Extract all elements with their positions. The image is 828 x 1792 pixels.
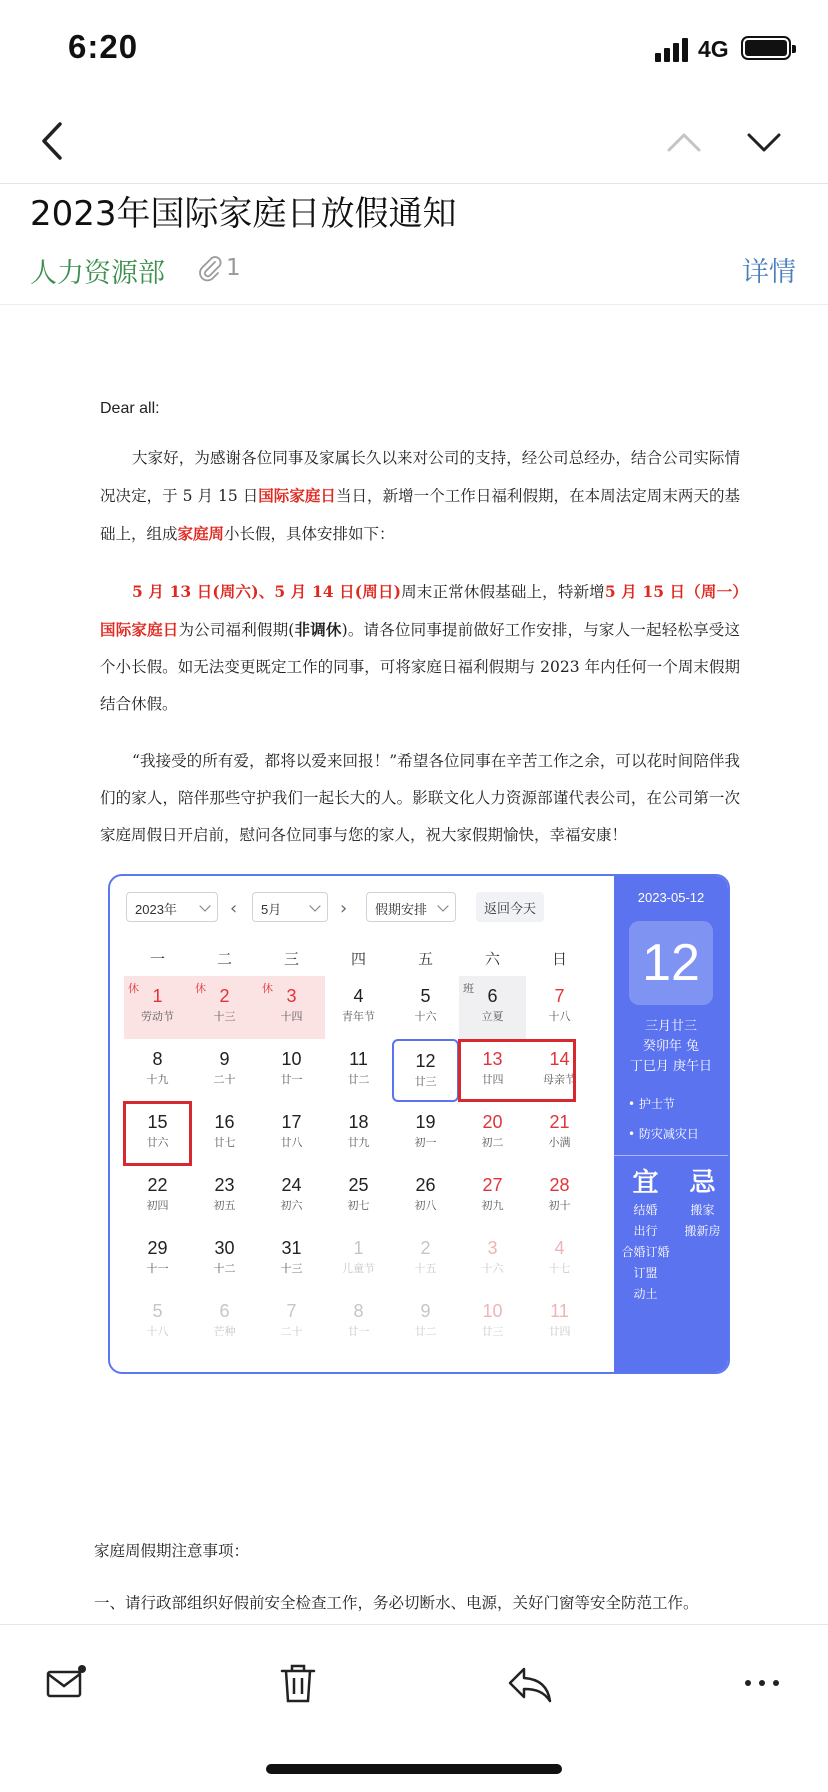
calendar-day[interactable]: [191, 1228, 258, 1291]
day-number: 8: [353, 1301, 364, 1321]
weekday-label: 日: [551, 950, 567, 968]
calendar-day[interactable]: [325, 1228, 392, 1291]
yi-item: 订盟: [633, 1266, 658, 1280]
festival-item: • 防灾减灾日: [628, 1127, 699, 1141]
festival-list: [614, 1089, 728, 1149]
calendar-day[interactable]: [392, 1291, 459, 1354]
weekday-label: 六: [484, 950, 500, 968]
chevron-up-icon[interactable]: [664, 122, 704, 162]
day-tag: 休: [195, 982, 206, 995]
calendar-day[interactable]: [124, 1039, 191, 1102]
lunar-label: 立夏: [481, 1010, 504, 1023]
back-to-today-button[interactable]: 返回今天: [476, 892, 544, 922]
calendar-day[interactable]: [459, 1102, 526, 1165]
day-number: 21: [549, 1112, 570, 1132]
month-select[interactable]: [252, 892, 328, 922]
day-number: 15: [147, 1112, 168, 1132]
mail-title: 2023年国际家庭日放假通知: [30, 194, 457, 234]
day-number: 2: [219, 986, 230, 1006]
chevron-down-icon[interactable]: [744, 122, 784, 162]
holiday-select[interactable]: [366, 892, 456, 922]
lunar-label: 初十: [548, 1199, 571, 1212]
calendar-day[interactable]: [459, 1228, 526, 1291]
calendar-week-row: [124, 1291, 604, 1354]
day-number: 6: [219, 1301, 230, 1321]
dropdown-caret-icon: [437, 900, 448, 911]
lunar-label: 十八: [146, 1325, 169, 1338]
network-type: 4G: [698, 36, 729, 62]
calendar-day[interactable]: [392, 1039, 459, 1102]
lunar-label: 十六: [414, 1010, 437, 1023]
day-number: 11: [550, 1301, 569, 1321]
calendar-day[interactable]: [191, 1039, 258, 1102]
calendar-day[interactable]: [392, 976, 459, 1039]
bold-text: 非调休: [294, 620, 342, 639]
calendar-main: [110, 876, 614, 1372]
calendar-day[interactable]: [526, 1291, 593, 1354]
day-number: 6: [487, 986, 498, 1006]
lunar-label: 十六: [481, 1262, 504, 1275]
calendar-side-panel: [614, 876, 728, 1372]
text: 周末正常休假基础上，特新增: [400, 583, 605, 601]
text: 当日，新增一个工作日福利假期，在本周法定周末两天的基础上，组成: [100, 487, 740, 543]
yi-item: 动土: [633, 1287, 658, 1301]
day-number: 29: [147, 1238, 168, 1258]
chevron-left-icon[interactable]: [34, 118, 74, 164]
lunar-label: 十七: [548, 1262, 571, 1275]
lunar-label: 十四: [280, 1010, 303, 1023]
day-number: 12: [415, 1051, 436, 1071]
calendar-day[interactable]: [258, 1165, 325, 1228]
calendar-day[interactable]: [459, 1291, 526, 1354]
dropdown-caret-icon: [309, 900, 320, 911]
prev-month-icon[interactable]: ‹: [230, 898, 238, 919]
ji-column: [684, 1166, 720, 1305]
lunar-label: 初二: [481, 1136, 504, 1149]
lunar-label: 初七: [347, 1199, 370, 1212]
calendar-day[interactable]: [325, 1165, 392, 1228]
calendar-grid: [124, 976, 604, 1354]
battery-icon: [741, 36, 791, 60]
paragraph-1: [100, 440, 740, 553]
status-bar: [0, 0, 828, 100]
divider: [0, 304, 828, 305]
lunar-label: 廿七: [213, 1136, 236, 1149]
day-number: 8: [152, 1049, 163, 1069]
reply-icon[interactable]: [506, 1659, 554, 1707]
bottom-toolbar: [0, 1624, 828, 1734]
lunar-label: 二十: [280, 1325, 303, 1338]
day-number: 22: [147, 1175, 168, 1195]
calendar-day[interactable]: [459, 976, 526, 1039]
calendar-day[interactable]: [325, 976, 392, 1039]
day-number: 2: [420, 1238, 431, 1258]
side-day-number: 12: [629, 921, 713, 1005]
yi-item: 出行: [633, 1224, 658, 1238]
sender-name[interactable]: 人力资源部: [30, 258, 165, 289]
lunar-label: 初八: [414, 1199, 437, 1212]
day-number: 9: [219, 1049, 230, 1069]
calendar-day[interactable]: [258, 1039, 325, 1102]
lunar-label: 十二: [213, 1262, 236, 1275]
ji-heading: 忌: [689, 1168, 716, 1198]
lunar-label: 十八: [548, 1010, 571, 1023]
lunar-label: 廿三: [414, 1075, 437, 1088]
lunar-label: 廿一: [280, 1073, 303, 1086]
calendar-day[interactable]: [191, 1165, 258, 1228]
home-indicator: [266, 1764, 562, 1774]
calendar-day[interactable]: [191, 1291, 258, 1354]
greeting: Dear all:: [100, 400, 160, 417]
lunar-label: 初四: [146, 1199, 169, 1212]
day-number: 24: [281, 1175, 302, 1195]
attachment-indicator[interactable]: [196, 254, 241, 282]
lunar-label: 初六: [280, 1199, 303, 1212]
text: 大家好，为感谢各位同事及家属长久以来对公司的支持，经公司总经办，结合公司实际情况决定，于 5 月 15 日: [100, 449, 740, 505]
lunar-label: 十五: [414, 1262, 437, 1275]
dropdown-caret-icon: [199, 900, 210, 911]
lunar-label: 廿六: [146, 1136, 169, 1149]
ji-item: 搬新房: [684, 1224, 721, 1238]
signal-icon: [655, 38, 689, 62]
day-number: 5: [152, 1301, 163, 1321]
day-number: 16: [214, 1112, 235, 1132]
calendar-week-row: [124, 1102, 604, 1165]
paperclip-icon: [196, 254, 224, 282]
day-number: 23: [214, 1175, 235, 1195]
lunar-label: 十一: [146, 1262, 169, 1275]
calendar-day[interactable]: [191, 976, 258, 1039]
day-number: 25: [348, 1175, 369, 1195]
day-number: 5: [420, 986, 431, 1006]
next-month-icon[interactable]: ›: [340, 898, 348, 919]
day-tag: 休: [128, 982, 139, 995]
calendar-day[interactable]: [124, 1102, 191, 1165]
holiday-select-value: 假期安排: [375, 902, 428, 917]
lunar-label: 小满: [548, 1136, 571, 1149]
lunar-label: 母亲节: [543, 1073, 576, 1086]
calendar-day[interactable]: [459, 1165, 526, 1228]
divider: [614, 1155, 728, 1156]
lunar-label: 芒种: [213, 1325, 236, 1338]
day-number: 10: [482, 1301, 503, 1321]
side-date: 2023-05-12: [637, 890, 705, 905]
calendar-day[interactable]: [124, 1228, 191, 1291]
calendar-day[interactable]: [258, 1228, 325, 1291]
lunar-label: 十三: [280, 1262, 303, 1275]
text: 为公司福利假期(: [178, 621, 295, 639]
notes-section: [94, 1525, 699, 1629]
calendar-day[interactable]: [392, 1102, 459, 1165]
lunar-label: 廿一: [347, 1325, 370, 1338]
calendar-day[interactable]: [526, 1228, 593, 1291]
highlight-text: 家庭周: [177, 524, 225, 543]
weekday-label: 一: [149, 950, 165, 968]
festival-item: • 护士节: [628, 1097, 675, 1111]
weekday-label: 五: [417, 950, 433, 968]
mail-body: [100, 400, 740, 874]
day-number: 3: [286, 986, 297, 1006]
highlight-text: 5 月 13 日(周六)、5 月 14 日(周日): [132, 582, 401, 601]
calendar-day[interactable]: [526, 1102, 593, 1165]
lunar-label: 廿九: [347, 1136, 370, 1149]
mail-unread-icon[interactable]: [44, 1659, 92, 1707]
day-number: 1: [152, 986, 163, 1006]
yi-item: 合婚订婚: [621, 1245, 670, 1259]
highlight-box: [458, 1039, 576, 1102]
calendar-day[interactable]: [392, 1228, 459, 1291]
calendar-day[interactable]: [325, 1291, 392, 1354]
month-select-value: 5月: [261, 902, 282, 917]
lunar-label: 廿二: [347, 1073, 370, 1086]
lunar-label: 廿三: [481, 1325, 504, 1338]
day-number: 20: [482, 1112, 503, 1132]
trash-icon[interactable]: [274, 1659, 322, 1707]
lunar-label: 廿四: [481, 1073, 504, 1086]
calendar-day[interactable]: [124, 976, 191, 1039]
notes-title: 家庭周假期注意事项：: [94, 1542, 250, 1560]
day-tag: 班: [463, 982, 474, 995]
weekday-header: [124, 948, 604, 969]
day-number: 10: [281, 1049, 302, 1069]
day-number: 3: [487, 1238, 498, 1258]
weekday-label: 三: [283, 950, 299, 968]
lunar-label: 廿四: [548, 1325, 571, 1338]
lunar-date: 三月廿三: [644, 1019, 697, 1034]
nav-bar: [0, 100, 828, 184]
yi-ji-panel: [614, 1166, 728, 1305]
day-number: 4: [554, 1238, 565, 1258]
day-number: 7: [286, 1301, 297, 1321]
calendar-day[interactable]: [124, 1165, 191, 1228]
lunar-label: 劳动节: [141, 1010, 174, 1023]
lunar-label: 十九: [146, 1073, 169, 1086]
calendar-week-row: [124, 1165, 604, 1228]
yi-item: 结婚: [633, 1203, 658, 1217]
day-number: 19: [415, 1112, 436, 1132]
calendar-image: [108, 874, 730, 1374]
day-number: 4: [353, 986, 364, 1006]
day-number: 30: [214, 1238, 235, 1258]
day-number: 31: [281, 1238, 302, 1258]
ji-item: 搬家: [690, 1203, 715, 1217]
attachment-count: 1: [226, 255, 241, 281]
calendar-day[interactable]: [258, 1102, 325, 1165]
day-number: 7: [554, 986, 565, 1006]
day-number: 9: [420, 1301, 431, 1321]
calendar-toolbar: [126, 892, 606, 922]
yi-column: [621, 1166, 669, 1305]
lunar-label: 初一: [414, 1136, 437, 1149]
year-select[interactable]: [126, 892, 218, 922]
weekday-label: 四: [350, 950, 366, 968]
calendar-day[interactable]: [258, 976, 325, 1039]
day-number: 13: [482, 1049, 503, 1069]
year-select-value: 2023年: [135, 902, 177, 917]
lunar-label: 十三: [213, 1010, 236, 1023]
highlight-text: 国际家庭日: [258, 486, 336, 505]
highlight-text: 5 月 15 日（周一）国际家庭日: [100, 582, 740, 639]
lunar-year: 癸卯年 兔: [642, 1039, 700, 1054]
lunar-label: 初九: [481, 1199, 504, 1212]
day-number: 17: [281, 1112, 302, 1132]
day-number: 28: [549, 1175, 570, 1195]
weekday-label: 二: [216, 950, 232, 968]
day-number: 26: [415, 1175, 436, 1195]
details-link[interactable]: 详情: [742, 257, 796, 288]
lunar-label: 二十: [213, 1073, 236, 1086]
status-time: 6:20: [68, 28, 139, 65]
lunar-label: 廿二: [414, 1325, 437, 1338]
paragraph-3: “我接受的所有爱，都将以爱来回报！”希望各位同事在辛苦工作之余，可以花时间陪伴我们的家人，陪伴那些守护我们一起长大的人。影联文化人力资源部谨代表公司，在公司第一次家庭周假日开启前，慰问各位同事与您的家人，祝大家假期愉快，幸福安康！: [100, 752, 740, 844]
lunar-label: 廿八: [280, 1136, 303, 1149]
day-number: 18: [348, 1112, 369, 1132]
yi-heading: 宜: [632, 1168, 659, 1198]
day-number: 1: [353, 1238, 364, 1258]
lunar-label: 青年节: [342, 1010, 375, 1023]
calendar-week-row: [124, 976, 604, 1039]
calendar-week-row: [124, 1228, 604, 1291]
day-number: 11: [349, 1049, 368, 1069]
calendar-day[interactable]: [526, 1165, 593, 1228]
calendar-day[interactable]: [526, 976, 593, 1039]
day-tag: 休: [262, 982, 273, 995]
lunar-label: 儿童节: [342, 1262, 375, 1275]
paragraph-2: [100, 573, 740, 723]
calendar-day[interactable]: [258, 1291, 325, 1354]
day-number: 27: [482, 1175, 503, 1195]
lunar-label: 初五: [213, 1199, 236, 1212]
lunar-month-day: 丁巳月 庚午日: [629, 1059, 713, 1074]
text: 小长假，具体安排如下：: [224, 525, 395, 543]
calendar-day[interactable]: [392, 1165, 459, 1228]
day-number: 14: [549, 1049, 570, 1069]
notes-item: 一、请行政部组织好假前安全检查工作，务必切断水、电源，关好门窗等安全防范工作。: [94, 1594, 699, 1612]
lunar-info: [614, 1017, 728, 1077]
calendar-day[interactable]: [191, 1102, 258, 1165]
more-icon[interactable]: [738, 1659, 786, 1707]
text: )。请各位同事提前做好工作安排，与家人一起轻松享受这个小长假。如无法变更既定工作的同事，可将家庭日福利假期与 2023 年内任何一个周末假期结合休假。: [100, 621, 740, 713]
calendar-day[interactable]: [124, 1291, 191, 1354]
calendar-day[interactable]: [325, 1102, 392, 1165]
calendar-day[interactable]: [325, 1039, 392, 1102]
